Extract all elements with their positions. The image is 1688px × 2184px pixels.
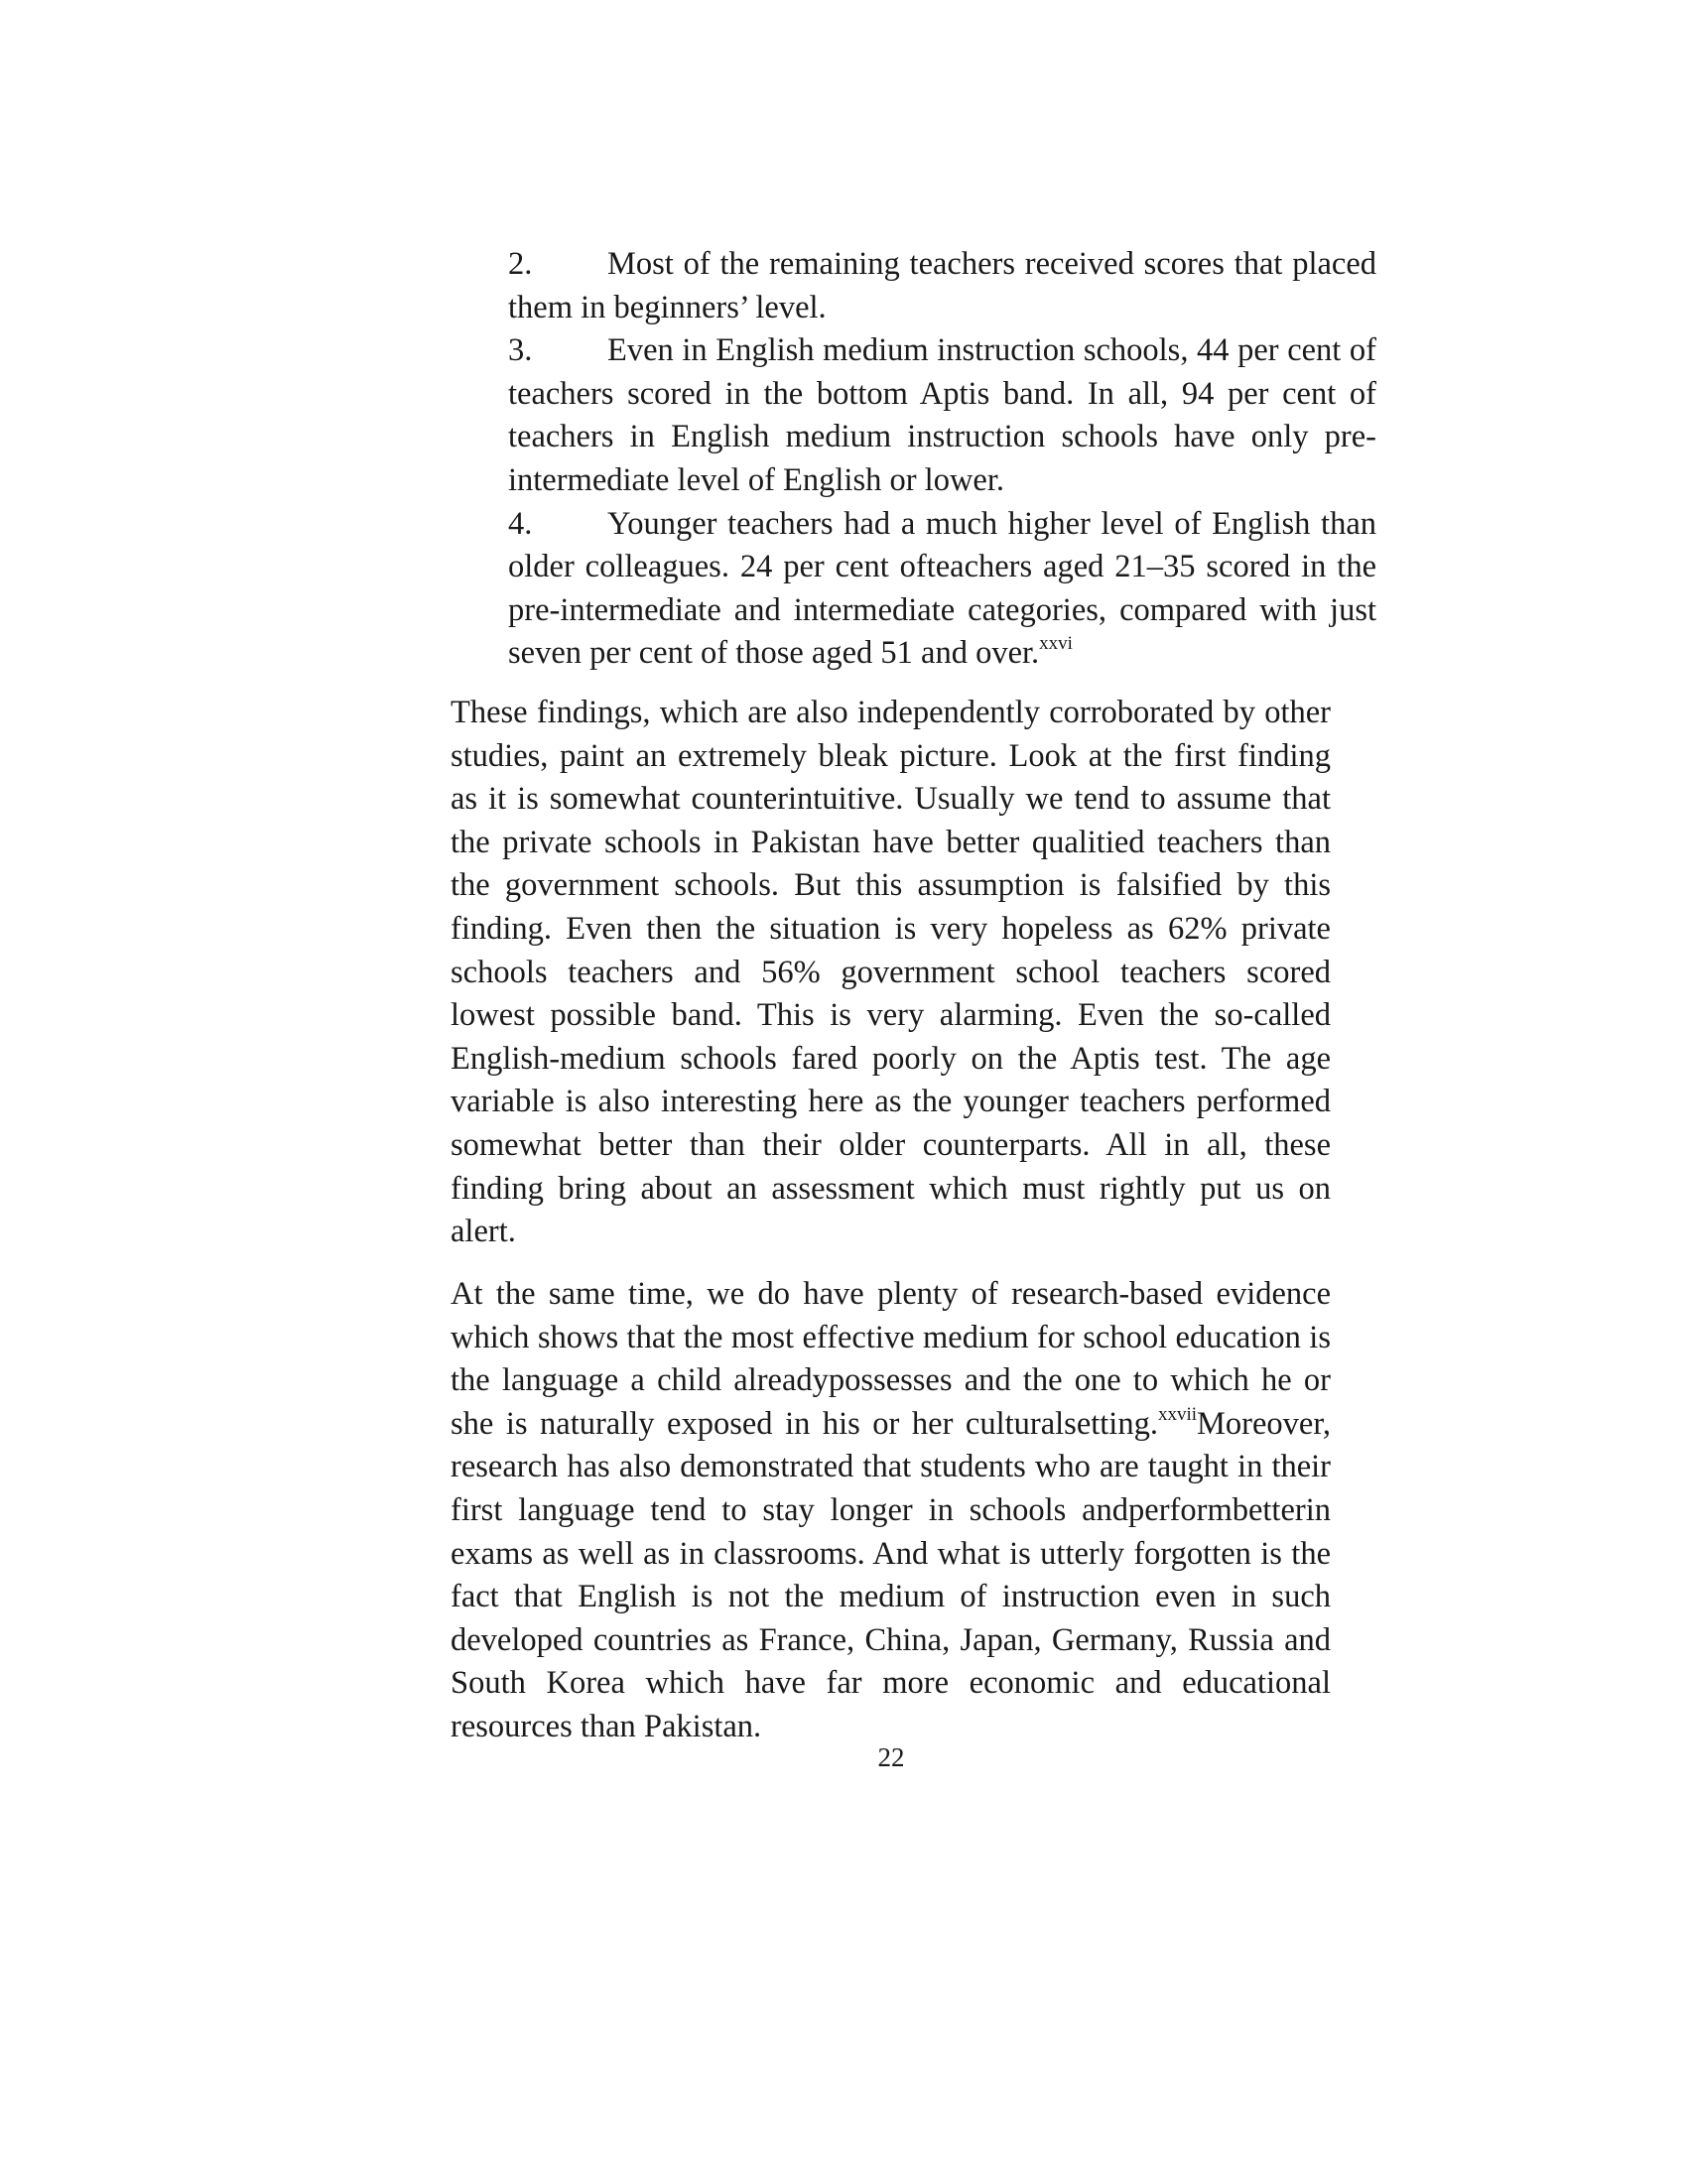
list-item [508,243,1376,329]
paragraph-text: At the same time, we do have plenty of research-based evidence which shows that the most effective medium for school education is the language a child alreadypossesses and the one to which he or she is naturally exposed in his or her culturalsetting. [451,1276,1331,1442]
list-item-text: Most of the remaining teachers received scores that placed them in beginners’ level. [508,246,1376,325]
list-item-text: Younger teachers had a much higher level of English than older colleagues. 24 per cent ofteachers aged 21–35 scored in the pre-intermediate and intermediate categories, compared with just seven per cent of those aged 51 and over. [508,505,1376,672]
list-item-text: Even in English medium instruction schools, 44 per cent of teachers scored in the bottom Aptis band. In all, 94 per cent of teachers in English medium instruction schools have only pre-intermediate level of English or lower. [508,332,1376,498]
paragraph-text: Moreover, research has also demonstrated that students who are taught in their first language tend to stay longer in schools andperformbetterin exams as well as in classrooms. And what is utterly forgotten is the fact that English is not the medium of instruction even in such developed countries as France, China, Japan, Germany, Russia and South Korea which have far more economic and educational resources than Pakistan. [451,1405,1331,1744]
footnote-reference: xxvi [1039,633,1073,655]
body-paragraph-findings: These findings, which are also independently corroborated by other studies, paint an extremely bleak picture. Look at the first finding as it is somewhat counterintuitive. Usually we tend to assume that the private schools in Pakistan have better qualitied teachers than the government schools. But this assumption is falsified by this finding. Even then the situation is very hopeless as 62% private schools teachers and 56% government school teachers scored lowest possible band. This is very alarming. Even the so-called English-medium schools fared poorly on the Aptis test. The age variable is also interesting here as the younger teachers performed somewhat better than their older counterparts. All in all, these finding bring about an assessment which must rightly put us on alert. [451,695,1331,1250]
list-item [508,503,1376,676]
page-number: 22 [877,1742,905,1772]
body-paragraph-research [451,1273,1331,1749]
numbered-findings-list [508,243,1376,676]
list-item-number: 3. [508,332,533,369]
list-item-number: 4. [508,505,533,542]
list-item-number: 2. [508,246,533,282]
list-item [508,329,1376,502]
footnote-reference: xxvii [1157,1403,1198,1425]
